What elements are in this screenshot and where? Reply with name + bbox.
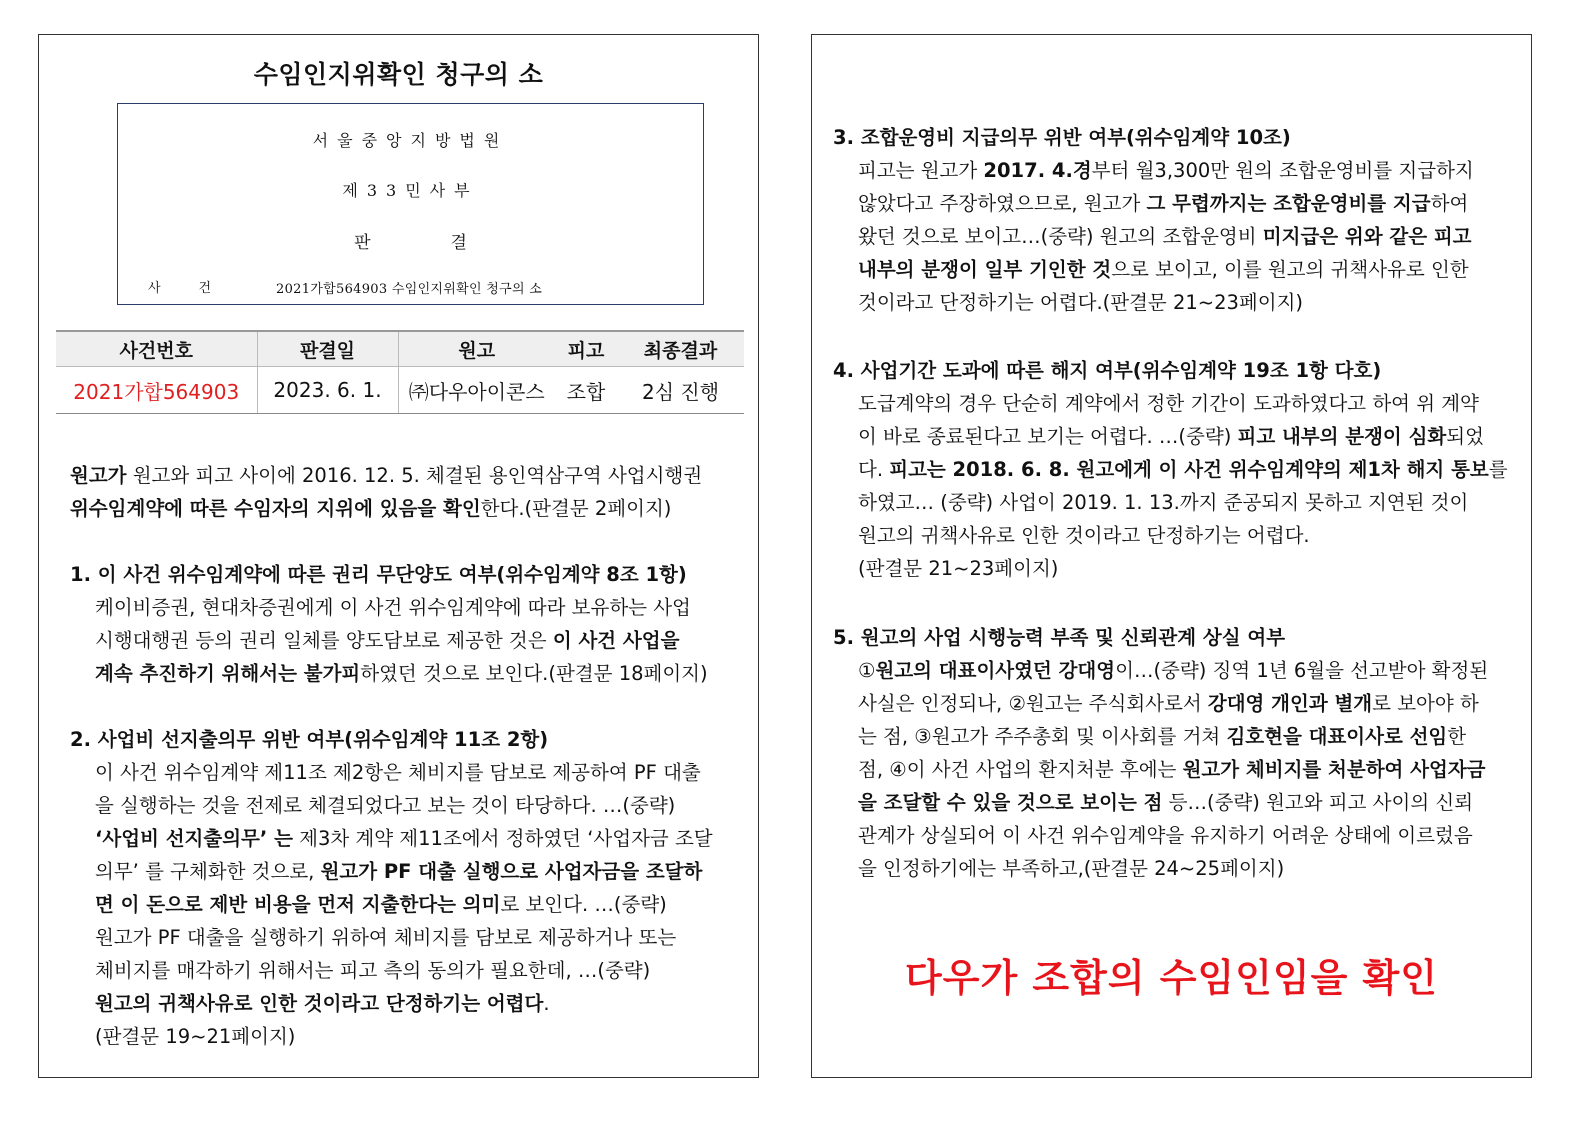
left-panel	[38, 34, 759, 1078]
section-4-line-6: (판결문 21~23페이지)	[858, 557, 1059, 580]
section-5-heading: 5. 원고의 사업 시행능력 부족 및 신뢰관계 상실 여부	[833, 626, 1286, 649]
cell-case-number: 2021가합564903	[56, 367, 257, 414]
section-5-text: ①	[858, 659, 876, 682]
section-5-text: 등…(중략) 원고와 피고 사이의 신뢰	[1162, 791, 1474, 814]
section-2-text: 의무’ 를 구체화한 것으로,	[95, 860, 321, 883]
section-5	[833, 621, 1528, 885]
section-3-bold: 내부의 분쟁이 일부 기인한 것	[858, 258, 1112, 281]
section-5-line-4	[833, 753, 1528, 786]
section-3-text: 피고는 원고가	[858, 159, 984, 182]
section-3-line-2	[833, 187, 1528, 220]
section-2-line-5	[70, 888, 750, 921]
section-4	[833, 354, 1528, 585]
header-case-number: 사건번호	[56, 331, 257, 367]
section-3	[833, 121, 1528, 319]
document-type	[118, 228, 703, 253]
section-3-bold: 그 무렵까지는 조합운영비를 지급	[1146, 192, 1431, 215]
section-1-line-3	[70, 657, 750, 690]
section-2-bold: 원고가 PF 대출 실행으로 사업자금을 조달하	[320, 860, 703, 883]
section-2-bold: ‘사업비 선지출의무’ 는	[95, 827, 293, 850]
section-3-text: 부터 월3,300만 원의 조합운영비를 지급하지	[1091, 159, 1474, 182]
section-5-line-6: 관계가 상실되어 이 사건 위수임계약을 유지하기 어려운 상태에 이르렀음	[858, 824, 1473, 847]
case-label: 사건	[148, 281, 250, 296]
section-3-bold: 2017. 4.경	[983, 159, 1092, 182]
section-5-line-5	[833, 786, 1528, 819]
section-4-text: 이 바로 종료된다고 보기는 어렵다. …(중략)	[858, 425, 1238, 448]
cell-judgment-date: 2023. 6. 1.	[257, 367, 398, 414]
section-4-text: 를	[1488, 458, 1508, 481]
section-5-text: 는 점, ③원고가 주주총회 및 이사회를 거쳐	[858, 725, 1227, 748]
section-1-line-2	[70, 624, 750, 657]
section-2-bold: 원고의 귀책사유로 인한 것이라고 단정하기는 어렵다	[95, 992, 544, 1015]
section-5-text: 이…(중략) 징역 1년 6월을 선고받아 확정된	[1115, 659, 1489, 682]
section-2	[70, 723, 750, 1053]
section-3-line-5: 것이라고 단정하기는 어렵다.(판결문 21~23페이지)	[858, 291, 1304, 314]
section-5-text: 사실은 인정되나, ②원고는 주식회사로서	[858, 692, 1208, 715]
section-2-line-7: 체비지를 매각하기 위해서는 피고 측의 동의가 필요한데, …(중략)	[95, 959, 651, 982]
intro-text-2: 한다.(판결문 2페이지)	[480, 497, 672, 520]
section-4-line-4: 하였고… (중략) 사업이 2019. 1. 13.까지 준공되지 못하고 지연된 것이	[858, 491, 1469, 514]
section-3-bold: 미지급은 위와 같은 피고	[1262, 225, 1472, 248]
section-3-line-1	[833, 154, 1528, 187]
cell-plaintiff: ㈜다우아이콘스	[398, 367, 555, 414]
section-5-line-1	[833, 654, 1528, 687]
section-2-line-6: 원고가 PF 대출을 실행하기 위하여 체비지를 담보로 제공하거나 또는	[95, 926, 677, 949]
intro-text-1: 원고와 피고 사이에 2016. 12. 5. 체결된 용인역삼구역 사업시행권	[126, 464, 703, 487]
case-summary-table	[56, 330, 744, 414]
header-judgment-date: 판결일	[257, 331, 398, 367]
section-2-text: .	[543, 992, 550, 1015]
section-4-line-1: 도급계약의 경우 단순히 계약에서 정한 기간이 도과하였다고 하여 위 계약	[858, 392, 1479, 415]
section-2-bold: 면 이 돈으로 제반 비용을 먼저 지출한다는 의미	[95, 893, 501, 916]
section-5-bold: 강대영 개인과 별개	[1207, 692, 1373, 715]
section-3-line-3	[833, 220, 1528, 253]
document-title: 수임인지위확인 청구의 소	[253, 60, 544, 89]
section-5-line-7: 을 인정하기에는 부족하고,(판결문 24~25페이지)	[858, 857, 1285, 880]
section-2-line-1: 이 사건 위수임계약 제11조 제2항은 체비지를 담보로 제공하여 PF 대출	[95, 761, 701, 784]
section-4-bold: 피고는 2018. 6. 8. 원고에게 이 사건 위수임계약의 제1차 해지 통보	[889, 458, 1489, 481]
court-name: 서울중앙지방법원	[312, 131, 509, 150]
section-3-line-4	[833, 253, 1528, 286]
section-4-line-2	[833, 420, 1528, 453]
document-type-char-2: 결	[450, 233, 467, 253]
section-5-text: 점, ④이 사건 사업의 환지처분 후에는	[858, 758, 1183, 781]
table-header-row	[56, 331, 744, 367]
section-5-line-3	[833, 720, 1528, 753]
judgment-cover-image	[117, 103, 704, 305]
section-5-text: 한	[1447, 725, 1467, 748]
section-4-text: 되었	[1446, 425, 1484, 448]
header-final-result: 최종결과	[617, 331, 744, 367]
section-5-bold: 원고의 대표이사였던 강대영	[875, 659, 1116, 682]
section-5-bold: 원고가 체비지를 처분하여 사업자금	[1182, 758, 1486, 781]
section-2-heading: 2. 사업비 선지출의무 위반 여부(위수임계약 11조 2항)	[70, 728, 549, 751]
section-4-line-5: 원고의 귀책사유로 인한 것이라고 단정하기는 어렵다.	[858, 524, 1310, 547]
cell-final-result: 2심 진행	[617, 367, 744, 414]
section-3-text: 않았다고 주장하였으므로, 원고가	[858, 192, 1147, 215]
cell-defendant: 조합	[555, 367, 617, 414]
document-type-char-1: 판	[354, 233, 371, 253]
section-2-line-9: (판결문 19~21페이지)	[95, 1025, 296, 1048]
section-1-text: 하였던 것으로 보인다.(판결문 18페이지)	[360, 662, 708, 685]
case-value: 2021가합564903 수임인지위확인 청구의 소	[276, 282, 543, 297]
section-3-heading: 3. 조합운영비 지급의무 위반 여부(위수임계약 10조)	[833, 126, 1291, 149]
section-5-bold: 을 조달할 수 있을 것으로 보이는 점	[858, 791, 1163, 814]
section-4-line-3	[833, 453, 1528, 486]
section-2-text: 로 보인다. …(중략)	[500, 893, 667, 916]
section-1-line-1: 케이비증권, 현대차증권에게 이 사건 위수임계약에 따라 보유하는 사업	[95, 596, 691, 619]
section-5-line-2	[833, 687, 1528, 720]
section-2-line-4	[70, 855, 750, 888]
section-1	[70, 558, 750, 690]
section-2-line-3	[70, 822, 750, 855]
conclusion-headline: 다우가 조합의 수임인임을 확인	[905, 956, 1438, 1000]
section-1-text: 시행대행권 등의 권리 일체를 양도담보로 제공한 것은	[95, 629, 553, 652]
section-4-heading: 4. 사업기간 도과에 따른 해지 여부(위수임계약 19조 1항 다호)	[833, 359, 1382, 382]
section-2-line-2: 을 실행하는 것을 전제로 체결되었다고 보는 것이 타당하다. …(중략)	[95, 794, 676, 817]
intro-paragraph	[70, 459, 750, 525]
section-1-heading: 1. 이 사건 위수임계약에 따른 권리 무단양도 여부(위수임계약 8조 1항)	[70, 563, 687, 586]
section-3-text: 왔던 것으로 보이고…(중략) 원고의 조합운영비	[858, 225, 1263, 248]
section-3-text: 하여	[1430, 192, 1469, 215]
court-division: 제33민사부	[342, 181, 479, 200]
section-1-bold: 이 사건 사업을	[552, 629, 680, 652]
section-5-bold: 김호현을 대표이사로 선임	[1226, 725, 1448, 748]
header-defendant: 피고	[555, 331, 617, 367]
header-plaintiff: 원고	[398, 331, 555, 367]
section-4-bold: 피고 내부의 분쟁이 심화	[1237, 425, 1447, 448]
section-4-text: 다.	[858, 458, 890, 481]
right-panel	[811, 34, 1532, 1078]
section-3-text: 으로 보이고, 이를 원고의 귀책사유로 인한	[1111, 258, 1469, 281]
section-5-text: 로 보아야 하	[1372, 692, 1479, 715]
section-2-text: 제3차 계약 제11조에서 정하였던 ‘사업자금 조달	[292, 827, 713, 850]
intro-bold-1: 원고가	[70, 464, 127, 487]
intro-bold-2: 위수임계약에 따른 수임자의 지위에 있음을 확인	[70, 497, 481, 520]
section-2-line-8	[70, 987, 750, 1020]
section-1-bold: 계속 추진하기 위해서는 불가피	[95, 662, 361, 685]
table-row	[56, 367, 744, 414]
